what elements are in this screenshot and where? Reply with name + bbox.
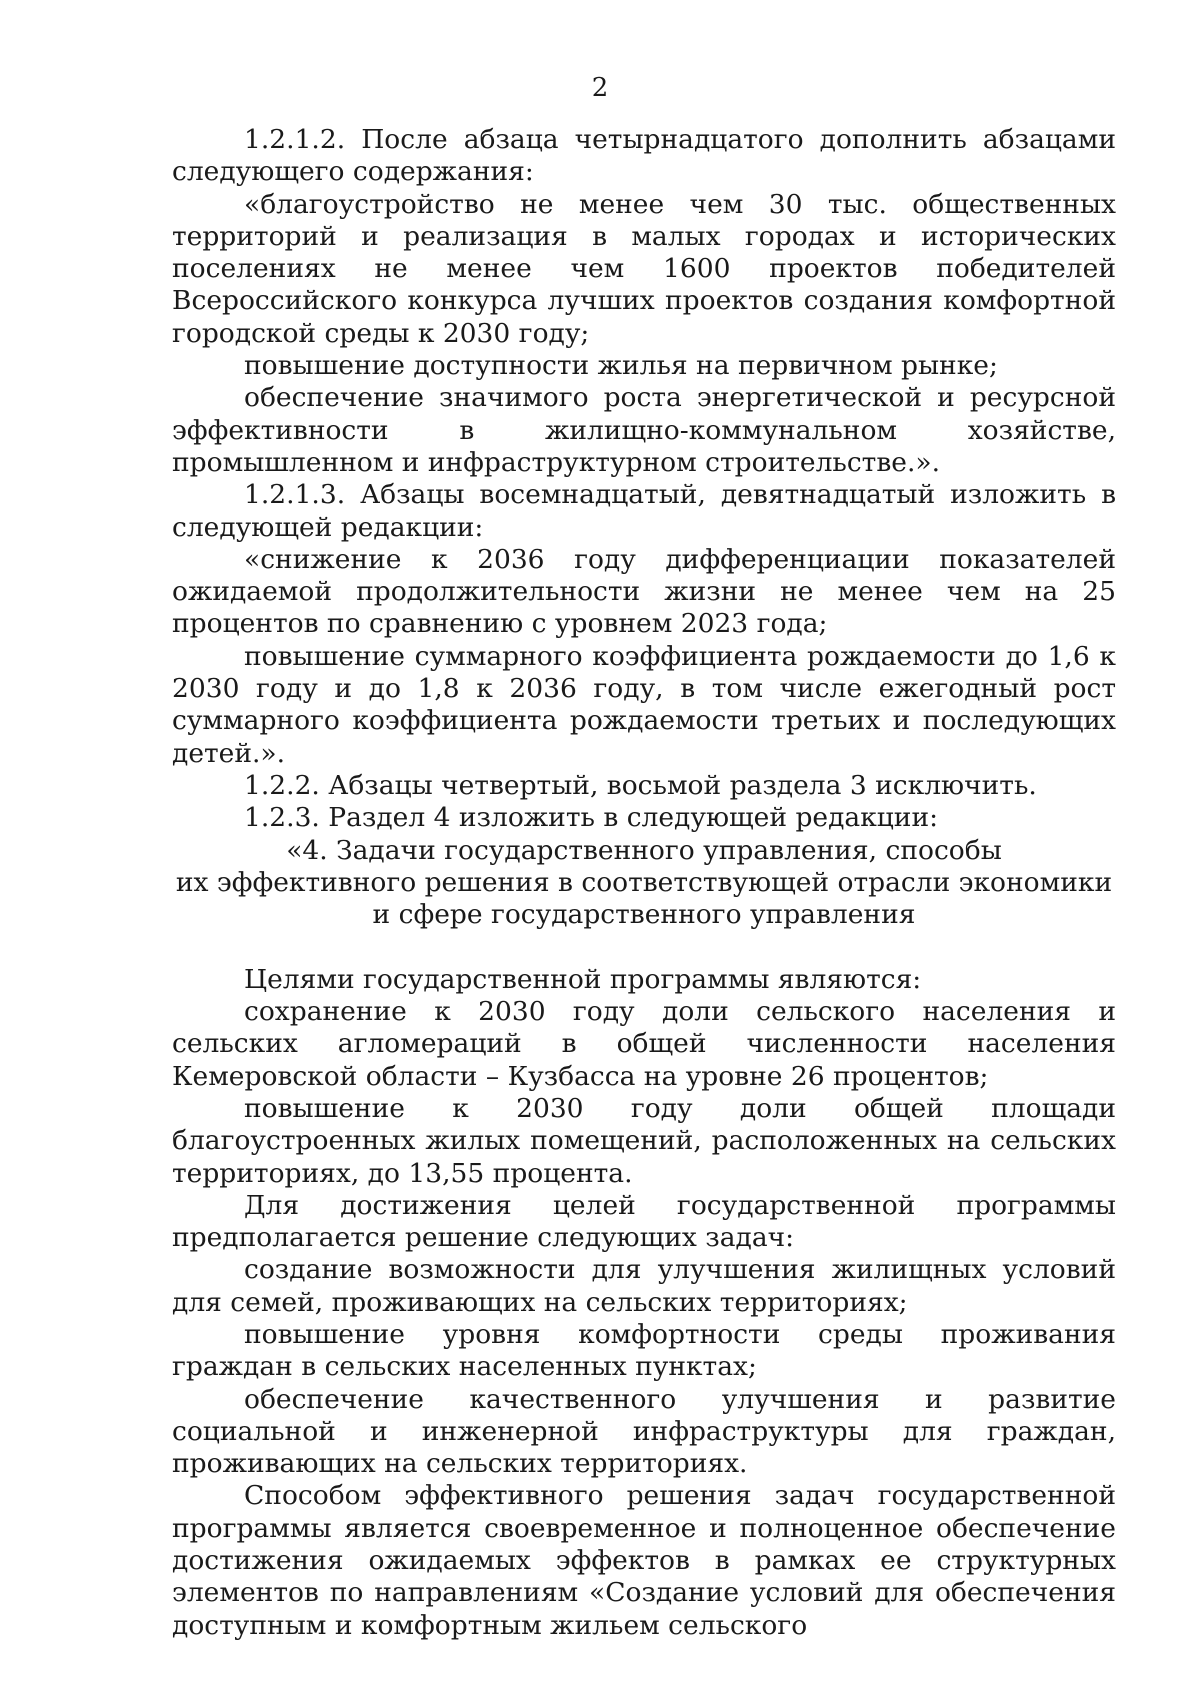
paragraph-1-2-1-3: 1.2.1.3. Абзацы восемнадцатый, девятнадцатый изложить в следующей редакции: [172,479,1116,543]
paragraph-housing-area: повышение к 2030 году доли общей площади благоустроенных жилых помещений, расположенных на сельских территориях, до 13,55 процента. [172,1092,1116,1189]
paragraph-birth-rate: повышение суммарного коэффициента рождаемости до 1,6 к 2030 году и до 1,8 к 2036 году, в том числе ежегодный рост суммарного коэффициента рождаемости третьих и последующих детей.». [172,640,1116,769]
paragraph-life-expectancy: «снижение к 2036 году дифференциации показателей ожидаемой продолжительности жизни не менее чем на 25 процентов по сравнению с уровнем 2023 года; [172,543,1116,640]
paragraph-rural-population: сохранение к 2030 году доли сельского населения и сельских агломераций в общей численности населения Кемеровской области – Кузбасса на уровне 26 процентов; [172,996,1116,1092]
document-body [172,124,1116,1642]
paragraph-quote-improvement: «благоустройство не менее чем 30 тыс. общественных территорий и реализация в малых городах и исторических поселениях не менее чем 1600 проектов победителей Всероссийского конкурса лучших проектов создания комфортной городской среды к 2030 году; [172,188,1116,349]
paragraph-1-2-2: 1.2.2. Абзацы четвертый, восьмой раздела 3 исключить. [244,769,1037,801]
paragraph-tasks-intro: Для достижения целей государственной программы предполагается решение следующих задач: [172,1189,1116,1254]
paragraph-task-housing: создание возможности для улучшения жилищных условий для семей, проживающих на сельских территориях; [172,1254,1116,1318]
blank-line [172,931,1116,963]
paragraph-1-2-1-2: 1.2.1.2. После абзаца четырнадцатого дополнить абзацами следующего содержания: [172,124,1116,188]
paragraph-method: Способом эффективного решения задач государственной программы является своевременное и полноценное обеспечение достижения ожидаемых эффектов в рамках ее структурных элементов по направлениям «Создание условий для обеспечения доступным и комфортным жильем сельского [172,1480,1116,1641]
paragraph-task-comfort: повышение уровня комфортности среды проживания граждан в сельских населенных пунктах; [172,1318,1116,1383]
page-number: 2 [591,73,609,103]
paragraph-housing-availability: повышение доступности жилья на первичном рынке; [244,350,998,382]
section-heading-line-3: и сфере государственного управления [372,899,916,931]
paragraph-task-infrastructure: обеспечение качественного улучшения и развитие социальной и инженерной инфраструктуры для граждан, проживающих на сельских территориях. [172,1383,1116,1480]
paragraph-energy-efficiency: обеспечение значимого роста энергетической и ресурсной эффективности в жилищно-коммунальном хозяйстве, промышленном и инфраструктурном строительстве.». [172,382,1116,478]
paragraph-program-goals: Целями государственной программы являются: [244,963,922,995]
section-heading-line-2: их эффективного решения в соответствующей отрасли экономики [175,866,1113,898]
paragraph-1-2-3: 1.2.3. Раздел 4 изложить в следующей редакции: [244,802,939,834]
section-heading-line-1: «4. Задачи государственного управления, способы [286,834,1002,866]
